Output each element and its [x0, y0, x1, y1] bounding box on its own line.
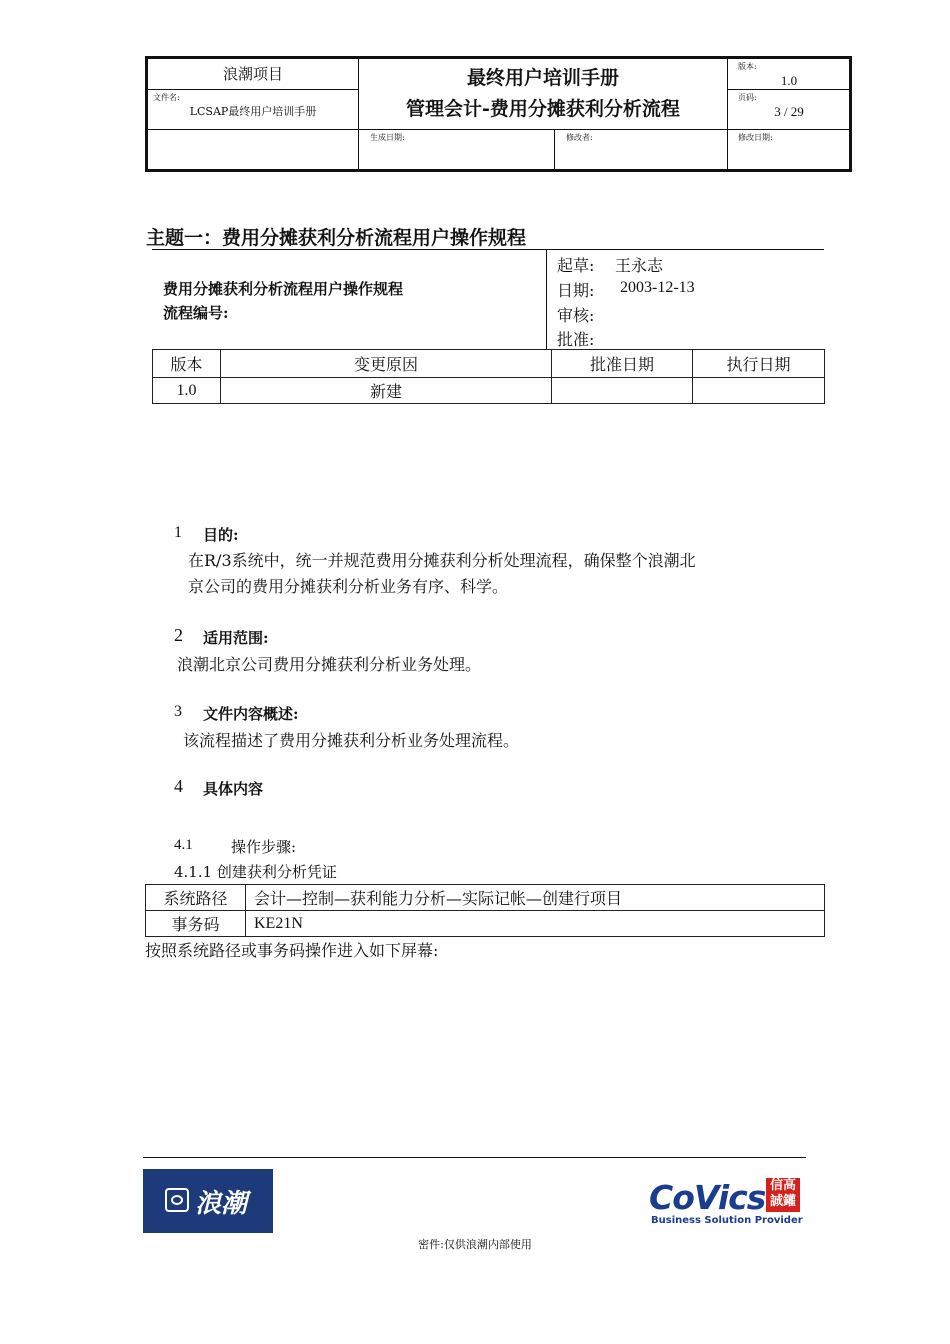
rev-cell: [552, 378, 693, 404]
inspur-logo: [143, 1169, 273, 1233]
rev-header-version: 版本: [153, 350, 221, 378]
rev-cell: [693, 378, 825, 404]
section-4-1-number: 4.1: [174, 837, 193, 853]
covics-logo: CoVics: [649, 1178, 766, 1217]
section-1-line2: 京公司的费用分摊获利分析业务有序、科学。: [188, 577, 509, 596]
path-value: 会计—控制—获利能力分析—实际记帐—创建行项目: [246, 885, 825, 911]
draft-value: 王永志: [615, 256, 664, 275]
tcode-value: KE21N: [246, 911, 825, 937]
section-3-text: 该流程描述了费用分摊获利分析业务处理流程。: [183, 731, 520, 750]
section-1-title: 目的:: [203, 526, 239, 544]
header-page-label: 页码:: [738, 93, 757, 102]
section-4-1-text: 操作步骤:: [231, 838, 297, 856]
section-2-number: 2: [174, 625, 183, 645]
table-row: [146, 911, 825, 937]
header-title-line1: 最终用户培训手册: [466, 67, 619, 89]
system-path-table: [145, 884, 825, 937]
procedure-number-label: 流程编号:: [163, 304, 229, 322]
section-3-number: 3: [174, 703, 182, 720]
covics-tagline: Business Solution Provider: [651, 1215, 803, 1226]
topic-heading: 主题一：费用分摊获利分析流程用户操作规程: [146, 227, 527, 249]
section-2-text: 浪潮北京公司费用分摊获利分析业务处理。: [177, 655, 482, 674]
date-label: 日期:: [557, 281, 595, 300]
inspur-emblem-icon: [165, 1188, 189, 1212]
section-1-line1: 在R/3系统中，统一并规范费用分摊获利分析处理流程，确保整个浪潮北: [188, 551, 696, 570]
draft-label: 起草:: [557, 256, 595, 275]
section-2-title: 适用范围:: [203, 629, 269, 647]
header-editor-label: 修改者:: [566, 133, 593, 142]
rev-header-approve-date: 批准日期: [552, 350, 693, 378]
header-file-name: LCSAP最终用户培训手册: [189, 105, 317, 118]
revision-table: [152, 349, 825, 404]
table-row: [146, 885, 825, 911]
rev-cell: 1.0: [153, 378, 221, 404]
header-created-label: 生成日期:: [370, 133, 405, 142]
path-label: 系统路径: [146, 885, 246, 911]
section-4-1-1: 4.1.1 创建获利分析凭证: [174, 863, 337, 881]
header-modified-label: 修改日期:: [738, 133, 773, 142]
header-page: 3 / 29: [774, 104, 804, 119]
review-label: 审核:: [557, 306, 595, 325]
date-value: 2003-12-13: [620, 279, 695, 296]
header-title-line2: 管理会计-费用分摊获利分析流程: [406, 98, 680, 120]
section-3-title: 文件内容概述:: [203, 705, 299, 723]
tcode-label: 事务码: [146, 911, 246, 937]
approve-label: 批准:: [557, 330, 595, 349]
rev-header-exec-date: 执行日期: [693, 350, 825, 378]
inspur-logo-text: 浪潮: [195, 1189, 248, 1219]
procedure-name: 费用分摊获利分析流程用户操作规程: [163, 280, 404, 298]
section-1-number: 1: [174, 524, 182, 541]
header-project: 浪潮项目: [222, 65, 283, 83]
table-row: [153, 378, 825, 404]
header-version: 1.0: [780, 73, 798, 88]
instruction-text: 按照系统路径或事务码操作进入如下屏幕:: [145, 941, 439, 960]
section-4-number: 4: [174, 776, 183, 796]
section-4-title: 具体内容: [203, 780, 264, 798]
header-version-label: 版本:: [738, 62, 757, 71]
confidential-note: 密件:仅供浪潮内部使用: [418, 1238, 532, 1251]
covics-cn-seal: 信高誠鑵: [766, 1178, 800, 1212]
rev-cell: 新建: [221, 378, 552, 404]
rev-header-reason: 变更原因: [221, 350, 552, 378]
header-file-name-label: 文件名:: [153, 93, 180, 102]
